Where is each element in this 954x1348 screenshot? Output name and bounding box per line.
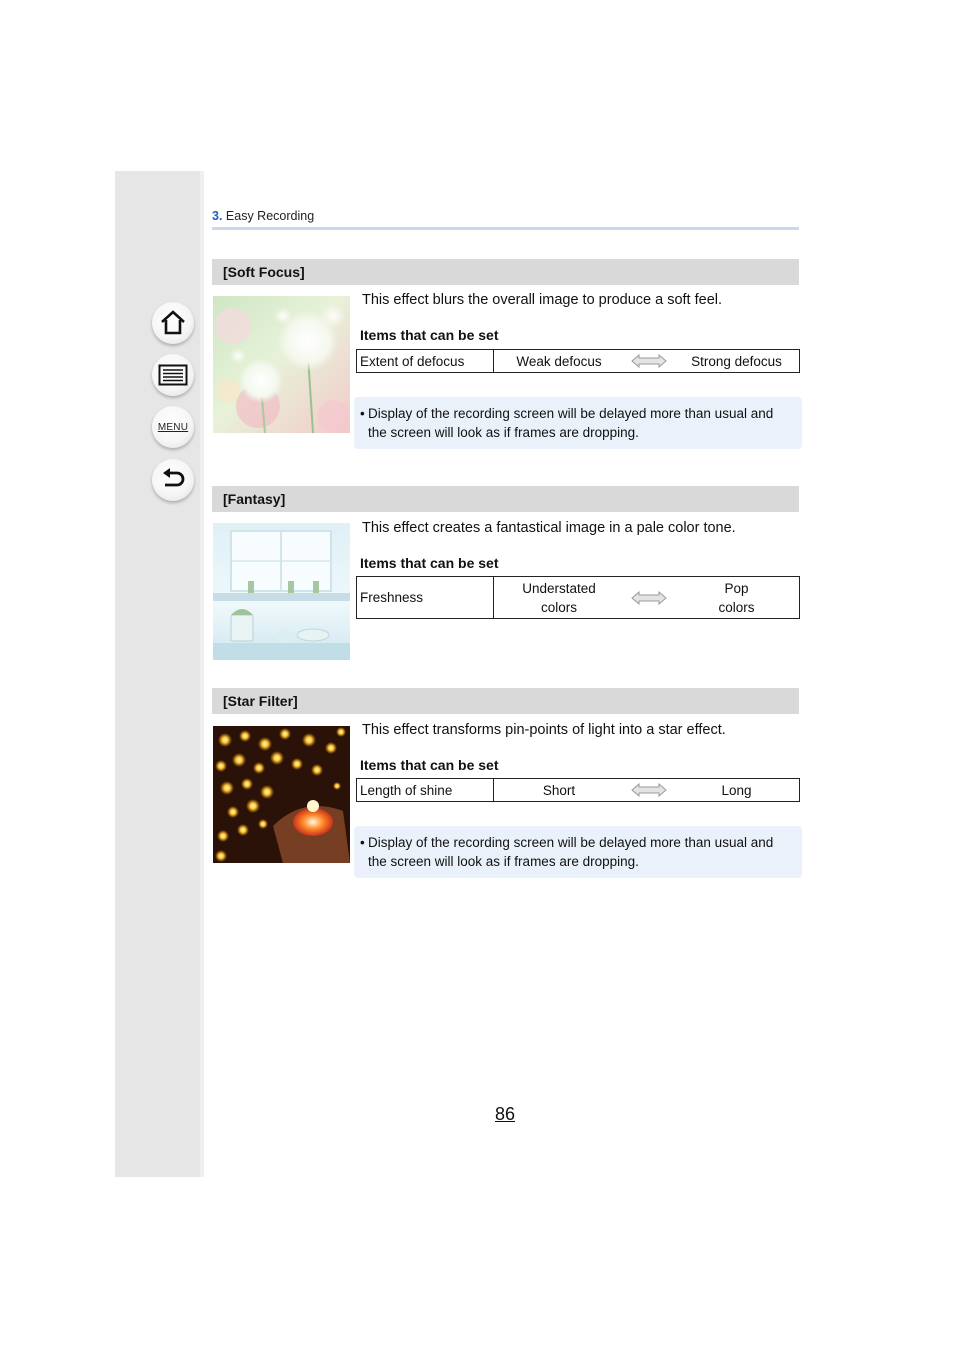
range-low: Weak defocus bbox=[516, 353, 602, 369]
note-text: Display of the recording screen will be delayed more than usual and the screen will look as if frames are dropping. bbox=[368, 835, 774, 869]
section-title-soft-focus: [Soft Focus] bbox=[212, 259, 799, 285]
soft-focus-items-label: Items that can be set bbox=[360, 327, 499, 343]
star-filter-settings-table bbox=[356, 778, 800, 802]
star-filter-note bbox=[354, 826, 802, 878]
setting-name: Extent of defocus bbox=[357, 350, 494, 373]
table-row bbox=[357, 577, 800, 619]
soft-focus-note bbox=[354, 397, 802, 449]
range-low bbox=[494, 579, 624, 617]
page-number: 86 bbox=[495, 1104, 516, 1124]
setting-range bbox=[494, 350, 800, 373]
range-high bbox=[674, 579, 799, 617]
setting-name: Length of shine bbox=[357, 779, 494, 802]
soft-focus-settings-table bbox=[356, 349, 800, 373]
range-high: Long bbox=[721, 782, 752, 798]
fantasy-settings-table bbox=[356, 576, 800, 619]
header-rule bbox=[212, 227, 799, 230]
back-button[interactable] bbox=[152, 459, 194, 501]
setting-range bbox=[494, 577, 800, 619]
double-arrow-icon bbox=[624, 354, 674, 368]
list-icon bbox=[158, 364, 188, 386]
double-arrow-icon bbox=[624, 591, 674, 605]
double-arrow-icon bbox=[624, 783, 674, 797]
range-low-line1: Understated bbox=[522, 580, 596, 596]
star-filter-description: This effect transforms pin-points of light into a star effect. bbox=[362, 722, 726, 738]
back-arrow-icon bbox=[159, 466, 187, 494]
home-button[interactable] bbox=[152, 302, 194, 344]
setting-range bbox=[494, 779, 800, 802]
setting-name: Freshness bbox=[357, 577, 494, 619]
range-low-line2: colors bbox=[540, 599, 577, 615]
table-row bbox=[357, 779, 800, 802]
section-title-star-filter: [Star Filter] bbox=[212, 688, 799, 714]
chapter-number: 3. bbox=[212, 209, 223, 223]
menu-label: MENU bbox=[157, 421, 189, 433]
range-high: Strong defocus bbox=[691, 353, 782, 369]
range-high-line1: Pop bbox=[724, 580, 749, 596]
chapter-title: Easy Recording bbox=[225, 209, 315, 223]
menu-button[interactable] bbox=[152, 406, 194, 448]
star-filter-items-label: Items that can be set bbox=[360, 757, 499, 773]
bullet: • bbox=[360, 835, 365, 850]
range-high-line2: colors bbox=[718, 599, 755, 615]
star-filter-photo bbox=[213, 726, 350, 863]
fantasy-photo bbox=[213, 523, 350, 660]
bullet: • bbox=[360, 406, 365, 421]
soft-focus-photo bbox=[213, 296, 350, 433]
contents-button[interactable] bbox=[152, 354, 194, 396]
sidebar-edge bbox=[200, 171, 204, 1177]
range-low: Short bbox=[542, 782, 576, 798]
soft-focus-description: This effect blurs the overall image to produce a soft feel. bbox=[362, 292, 723, 308]
breadcrumb bbox=[212, 209, 314, 223]
fantasy-items-label: Items that can be set bbox=[360, 555, 499, 571]
fantasy-description: This effect creates a fantastical image in a pale color tone. bbox=[362, 520, 736, 536]
table-row bbox=[357, 350, 800, 373]
home-icon bbox=[159, 309, 187, 337]
note-text: Display of the recording screen will be delayed more than usual and the screen will look as if frames are dropping. bbox=[368, 406, 774, 440]
section-title-fantasy: [Fantasy] bbox=[212, 486, 799, 512]
